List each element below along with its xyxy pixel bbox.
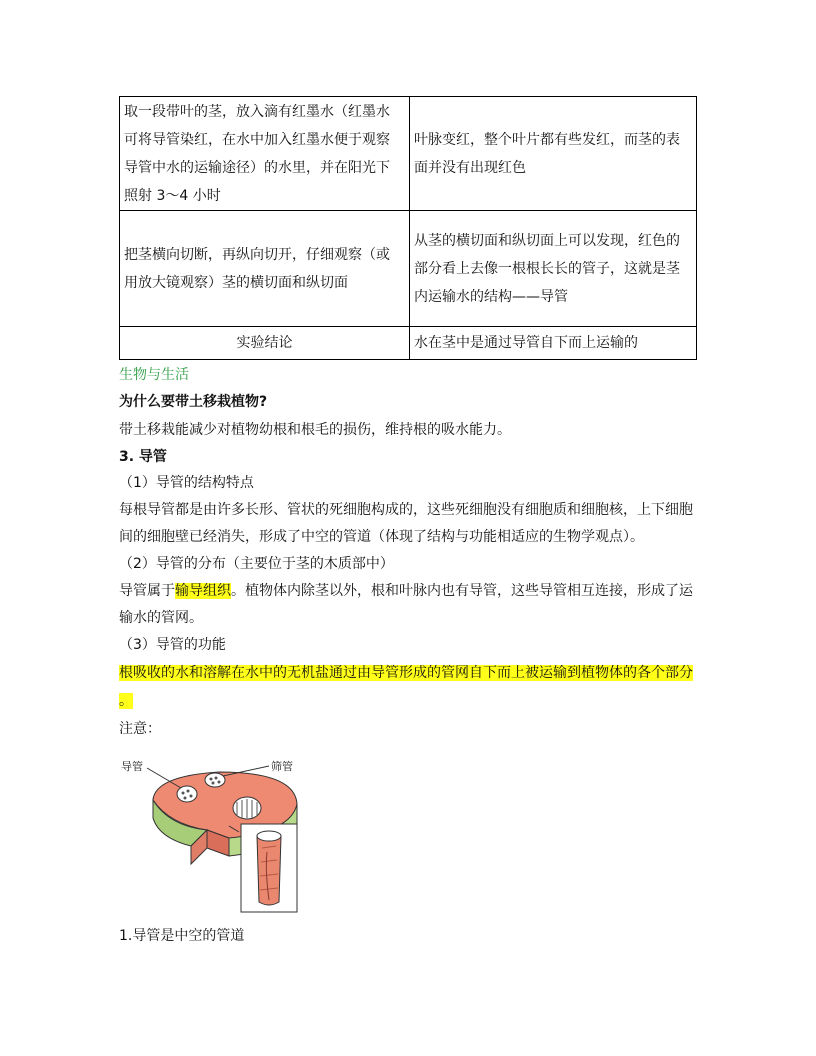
cell-text-line: 取一段带叶的茎，放入滴有红墨水（红墨水 <box>124 103 390 120</box>
cell-text-line: 导管中水的运输途径）的水里，并在阳光下 <box>124 159 390 176</box>
answer-text: 带土移栽能减少对植物幼根和根毛的损伤，维持根的吸水能力。 <box>119 422 511 438</box>
cell-text-line: 可将导管染红，在水中加入红墨水便于观察 <box>124 131 390 148</box>
question-heading: 为什么要带土移栽植物? <box>119 394 268 410</box>
cell-text-line: 叶脉变红，整个叶片都有些发红，而茎的表 <box>414 131 680 148</box>
stem-vessel-illustration <box>119 752 304 914</box>
highlighted-text: 。 <box>119 693 133 709</box>
figure-caption: 1.导管是中空的管道 <box>119 928 245 944</box>
table-row <box>120 97 697 211</box>
bio-life-heading: 生物与生活 <box>119 367 189 383</box>
highlighted-text: 根吸收的水和溶解在水中的无机盐通过由导管形成的管网自下而上被运输到植物体的各个部分 <box>119 665 693 681</box>
text-span: 导管属于 <box>119 583 175 599</box>
conclusion-label: 实验结论 <box>120 327 410 360</box>
subheading-distribution: （2）导管的分布（主要位于茎的木质部中） <box>119 556 394 572</box>
note-label: 注意： <box>119 721 161 737</box>
cell-text-line: 从茎的横切面和纵切面上可以发现，红色的 <box>414 232 680 249</box>
subheading-structure: （1）导管的结构特点 <box>119 475 254 491</box>
observation-cell <box>410 211 697 327</box>
procedure-cell <box>120 97 410 211</box>
cell-text-line: 部分看上去像一根根长长的管子，这就是茎 <box>414 260 680 277</box>
cell-text-line: 照射 3～4 小时 <box>124 187 221 204</box>
conclusion-text: 水在茎中是通过导管自下而上运输的 <box>410 327 697 360</box>
section-heading-vessel: 3. 导管 <box>119 449 167 465</box>
cell-text-line: 把茎横向切断，再纵向切开，仔细观察（或 <box>124 246 390 263</box>
highlighted-paragraph-line <box>119 659 693 687</box>
paragraph-line: 输水的管网。 <box>119 610 203 626</box>
paragraph-line: 每根导管都是由许多长形、管状的死细胞构成的，这些死细胞没有细胞质和细胞核，上下细胞 <box>119 502 693 518</box>
table-row <box>120 327 697 360</box>
paragraph-line <box>119 577 693 605</box>
text-span: 。植物体内除茎以外，根和叶脉内也有导管，这些导管相互连接，形成了运 <box>231 583 693 599</box>
cell-text-line: 面并没有出现红色 <box>414 159 526 176</box>
cell-text-line: 内运输水的结构——导管 <box>414 288 568 305</box>
highlighted-paragraph-line <box>119 687 133 715</box>
cell-text-line: 用放大镜观察）茎的横切面和纵切面 <box>124 274 348 291</box>
highlighted-term: 输导组织 <box>175 583 231 599</box>
table-row <box>120 211 697 327</box>
label-sieve-tube: 筛管 <box>271 760 293 773</box>
observation-cell <box>410 97 697 211</box>
paragraph-line: 间的细胞壁已经消失，形成了中空的管道（体现了结构与功能相适应的生物学观点）。 <box>119 529 644 545</box>
experiment-table <box>119 96 697 360</box>
subheading-function: （3）导管的功能 <box>119 637 226 653</box>
procedure-cell <box>120 211 410 327</box>
label-vessel: 导管 <box>121 760 143 773</box>
